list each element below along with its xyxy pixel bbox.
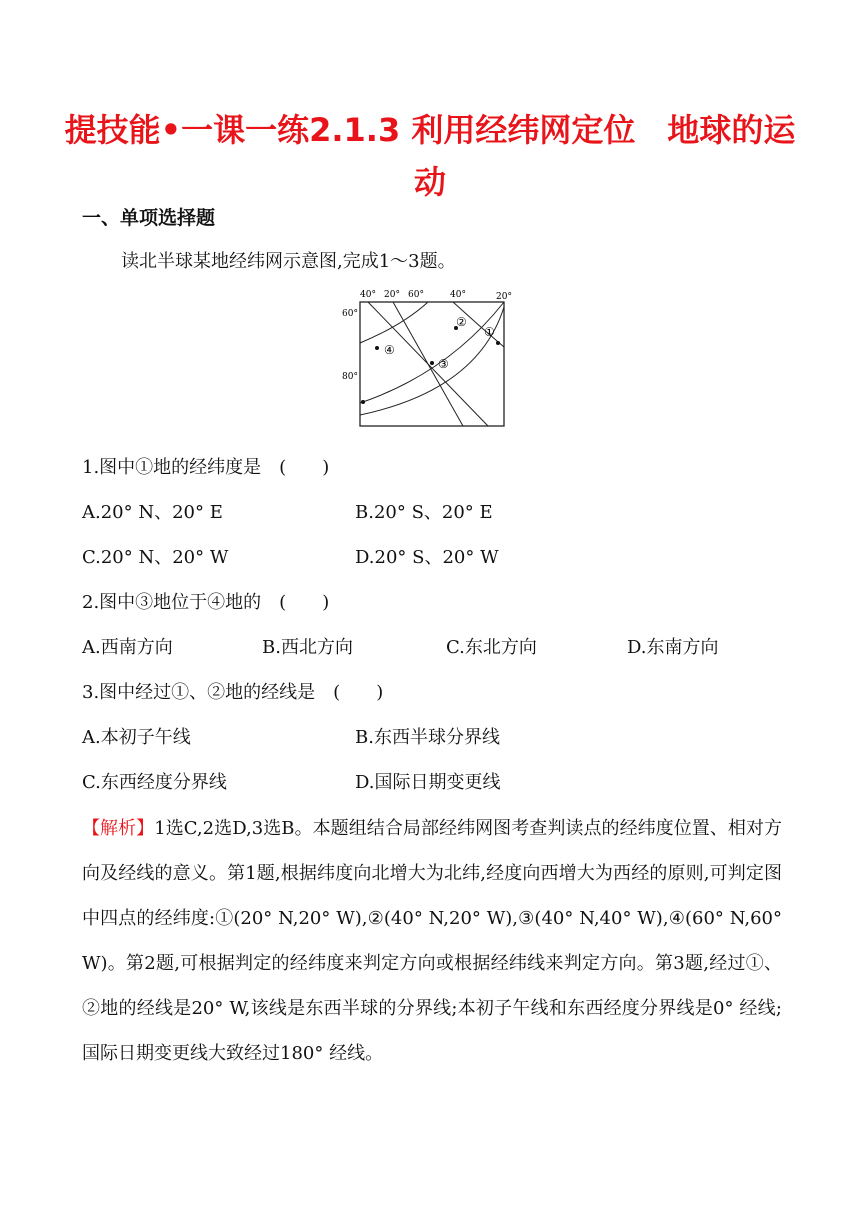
analysis-text: 1选C,2选D,3选B。本题组结合局部经纬网图考查判读点的经纬度位置、相对方向及经线的意义。第1题,根据纬度向北增大为北纬,经度向西增大为西经的原则,可判定图中四点的经纬度:①(20° N,20° W),②(40° N,20° W),③(40° N,40° W),④(60° N,60° W)。第2题,可根据判定的经纬度来判定方向或根据经纬线来判定方向。第3题,经过①、②地的经线是20° W,该线是东西半球的分界线;本初子午线和东西经度分界线是0° 经线;国际日期变更线大致经过180° 经线。 [82, 818, 783, 1064]
top-label: 40° [360, 290, 376, 300]
question-1-option-b: B.20° S、20° E [355, 502, 493, 523]
point-3-label: ③ [438, 357, 449, 371]
question-3-option-c: C.东西经度分界线 [82, 772, 227, 793]
question-1-stem: 1.图中①地的经纬度是 ( ) [82, 457, 330, 478]
point-4-dot [375, 346, 379, 350]
question-1-option-a: A.20° N、20° E [82, 502, 223, 523]
top-label: 40° [450, 290, 466, 300]
analysis-paragraph [82, 806, 782, 1076]
top-label: 20° [384, 290, 400, 300]
point-1-label: ① [484, 325, 495, 339]
page-title: 提技能•一课一练2.1.3 利用经纬网定位 地球的运动 [64, 111, 796, 201]
top-label: 20° [496, 292, 512, 302]
question-3-option-d: D.国际日期变更线 [355, 772, 501, 793]
question-3-stem: 3.图中经过①、②地的经线是 ( ) [82, 682, 384, 703]
intro-text: 读北半球某地经纬网示意图,完成1～3题。 [121, 251, 456, 272]
question-2-option-d: D.东南方向 [627, 637, 719, 658]
question-2-stem: 2.图中③地位于④地的 ( ) [82, 592, 330, 613]
top-label: 60° [408, 290, 424, 300]
point-4-label: ④ [384, 343, 395, 357]
question-2-option-b: B.西北方向 [262, 637, 353, 658]
point-1-dot [496, 341, 500, 345]
point-2-label: ② [456, 315, 467, 329]
question-1-option-d: D.20° S、20° W [355, 547, 499, 568]
question-3-option-a: A.本初子午线 [82, 727, 191, 748]
question-2-option-a: A.西南方向 [82, 637, 173, 658]
graticule-diagram [338, 285, 522, 430]
left-label: 80° [342, 372, 358, 382]
point-3-dot [430, 361, 434, 365]
question-3-option-b: B.东西半球分界线 [355, 727, 500, 748]
section-heading: 一、单项选择题 [82, 207, 216, 229]
question-1-option-c: C.20° N、20° W [82, 547, 229, 568]
analysis-tag: 【解析】 [82, 818, 155, 839]
left-label: 60° [342, 309, 358, 319]
question-2-option-c: C.东北方向 [446, 637, 537, 658]
